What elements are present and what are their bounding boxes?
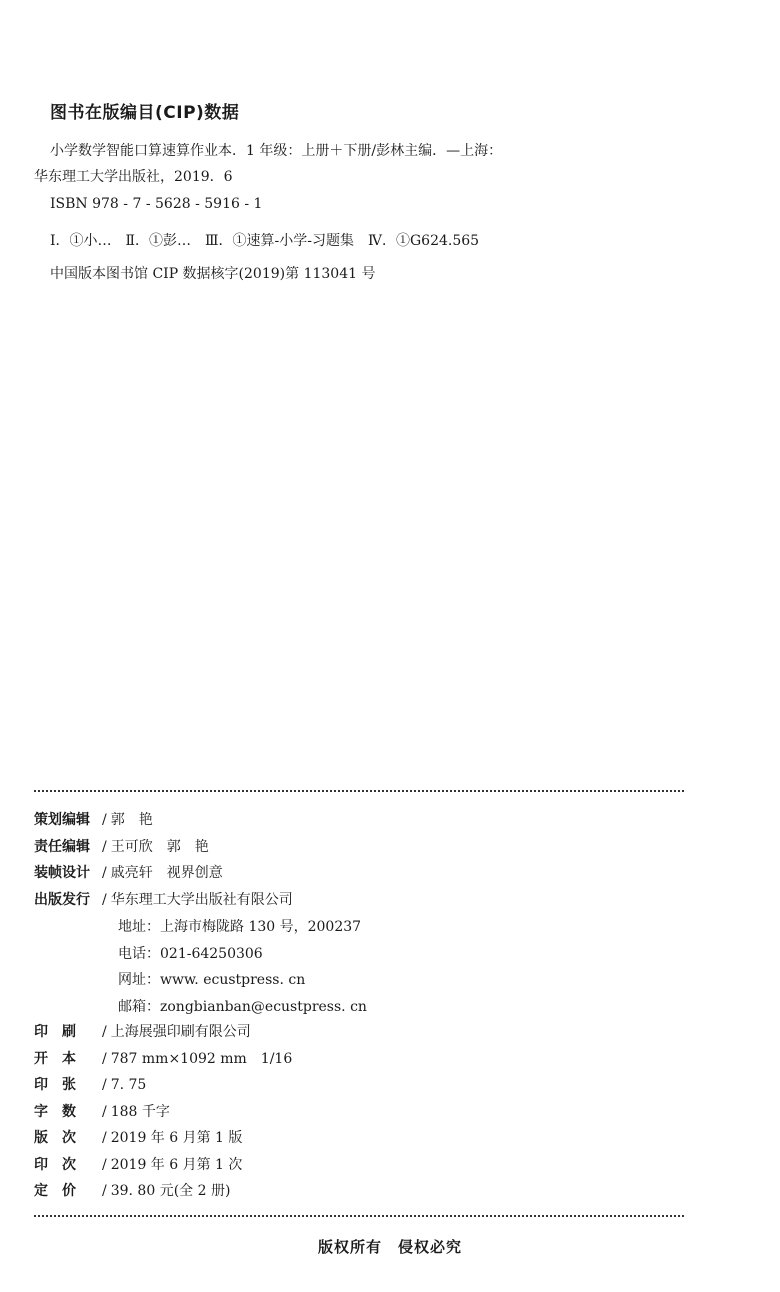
separator: / xyxy=(102,892,107,908)
impression-value: 2019 年 6 月第 1 次 xyxy=(110,1157,243,1173)
credit-row-printing xyxy=(34,1022,251,1042)
separator: / xyxy=(102,1024,107,1040)
credit-row-design xyxy=(34,863,223,883)
design-label: 装帧设计 xyxy=(34,865,90,881)
cip-line-title: 小学数学智能口算速算作业本．1 年级：上册＋下册/彭林主编．—上海： xyxy=(50,143,503,159)
design-value: 戚亮轩 视界创意 xyxy=(110,865,223,881)
publisher-phone: 电话：021-64250306 xyxy=(118,946,263,962)
separator: / xyxy=(102,865,107,881)
price-value: 39. 80 元(全 2 册) xyxy=(110,1183,231,1199)
planning-editor-value: 郭 艳 xyxy=(110,812,153,828)
responsible-editor-label: 责任编辑 xyxy=(34,839,90,855)
copyright-notice: 版权所有 侵权必究 xyxy=(317,1238,462,1256)
credit-row-publisher xyxy=(34,890,293,910)
format-value: 787 mm×1092 mm 1/16 xyxy=(110,1051,293,1067)
printing-value: 上海展强印刷有限公司 xyxy=(110,1024,251,1040)
edition-value: 2019 年 6 月第 1 版 xyxy=(110,1130,243,1146)
publisher-email: 邮箱：zongbianban@ecustpress. cn xyxy=(118,999,367,1015)
credit-row-sheets xyxy=(34,1075,146,1095)
separator: / xyxy=(102,1077,107,1093)
format-label: 开 本 xyxy=(34,1051,76,1067)
dotted-divider-bottom xyxy=(34,1215,684,1217)
separator: / xyxy=(102,1051,107,1067)
sheets-label: 印 张 xyxy=(34,1077,76,1093)
separator: / xyxy=(102,839,107,855)
credit-row-edition xyxy=(34,1128,242,1148)
separator: / xyxy=(102,1104,107,1120)
publisher-address: 地址：上海市梅陇路 130 号，200237 xyxy=(118,919,362,935)
cip-line-record: 中国版本图书馆 CIP 数据核字(2019)第 113041 号 xyxy=(50,266,376,282)
publisher-label: 出版发行 xyxy=(34,892,90,908)
cip-line-publisher: 华东理工大学出版社，2019．6 xyxy=(34,169,233,185)
planning-editor-label: 策划编辑 xyxy=(34,812,90,828)
credit-row-price xyxy=(34,1181,230,1201)
words-value: 188 千字 xyxy=(110,1104,170,1120)
words-label: 字 数 xyxy=(34,1104,76,1120)
dotted-divider-top xyxy=(34,790,684,792)
publisher-website: 网址：www. ecustpress. cn xyxy=(118,972,306,988)
separator: / xyxy=(102,1157,107,1173)
credit-row-impression xyxy=(34,1155,242,1175)
publisher-value: 华东理工大学出版社有限公司 xyxy=(110,892,293,908)
edition-label: 版 次 xyxy=(34,1130,76,1146)
credit-row-responsible-editor xyxy=(34,837,209,857)
credit-row-planning-editor xyxy=(34,810,153,830)
cip-title: 图书在版编目(CIP)数据 xyxy=(50,103,240,123)
cip-line-classification: Ⅰ．①小… Ⅱ．①彭… Ⅲ．①速算-小学-习题集 Ⅳ．①G624.565 xyxy=(50,233,480,249)
price-label: 定 价 xyxy=(34,1183,76,1199)
separator: / xyxy=(102,1130,107,1146)
responsible-editor-value: 王可欣 郭 艳 xyxy=(110,839,209,855)
separator: / xyxy=(102,1183,107,1199)
sheets-value: 7. 75 xyxy=(110,1077,147,1093)
impression-label: 印 次 xyxy=(34,1157,76,1173)
printing-label: 印 刷 xyxy=(34,1024,76,1040)
cip-line-isbn: ISBN 978 - 7 - 5628 - 5916 - 1 xyxy=(50,196,263,212)
credit-row-words xyxy=(34,1102,170,1122)
separator: / xyxy=(102,812,107,828)
credit-row-format xyxy=(34,1049,292,1069)
